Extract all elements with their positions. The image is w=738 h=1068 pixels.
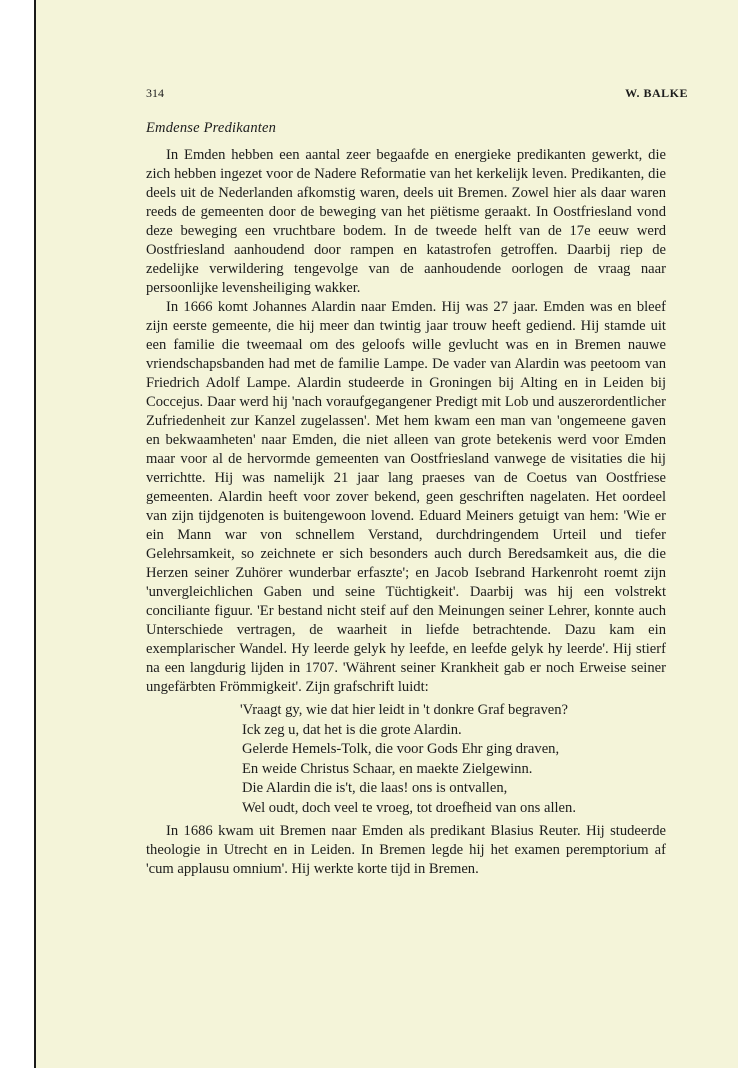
paragraph: In 1686 kwam uit Bremen naar Emden als predikant Blasius Reuter. Hij studeerde theologie in Utrecht en in Leiden. In Bremen legde hij het examen peremptorium af 'cum applausu omnium'. Hij werkte korte tijd in Bremen.: [146, 823, 666, 877]
body-text: [146, 146, 666, 879]
book-page: [34, 0, 738, 1068]
poem-line: Ick zeg u, dat het is die grote Alardin.: [242, 721, 462, 738]
epitaph-poem: [240, 701, 666, 818]
paragraph: In 1666 komt Johannes Alardin naar Emden. Hij was 27 jaar. Emden was en bleef zijn eerste gemeente, die hij meer dan twintig jaar trouw heeft gediend. Hij stamde uit een familie die tweemaal om des geloofs wille gevlucht was en in Bremen nauwe vriendschapsbanden had met de familie Lampe. De vader van Alardin was peetoom van Friedrich Adolf Lampe. Alardin studeerde in Groningen bij Alting en in Leiden bij Coccejus. Daar werd hij 'nach voraufgegangener Predigt mit Lob und auszerordentlicher Zufriedenheit zur Kanzel zugelassen'. Met hem kwam een man van 'ongemeene gaven en bekwaamheten' naar Emden, die niet alleen van grote betekenis werd voor Emden maar voor al de hervormde gemeenten van Oostfriesland vanwege de visitaties die hij verrichtte. Hij was namelijk 21 jaar lang praeses van de Coetus van Oostfriese gemeenten. Alardin heeft voor zover bekend, geen geschriften nagelaten. Het oordeel van zijn tijdgenoten is buitengewoon lovend. Eduard Meiners getuigt van hem: 'Wie er ein Mann war von schnellem Verstand, durchdringendem Urteil und tiefer Gelehrsamkeit, so zeichnete er sich besonders auch durch Beredsamkeit aus, die die Herzen seiner Zuhörer wunderbar erfaszte'; en Jacob Isebrand Harkenroht roemt zijn 'unvergleichlichen Gaben und seine Tüchtigkeit'. Daarbij was hij een volstrekt conciliante figuur. 'Er bestand nicht steif auf den Meinungen seiner Lehrer, konnte auch Unterschiede vertragen, de waarheit in liefde betrachtende. Dazu kam ein exemplarischer Wandel. Hy leerde gelyk hy leefde, en leefde gelyk hy leerde'. Hij stierf na een langdurig lijden in 1707. 'Währent seiner Krankheit gab er noch Erweise seiner ungefärbten Frömmigkeit'. Zijn grafschrift luidt:: [146, 299, 666, 695]
running-head: [146, 86, 688, 102]
poem-line: Wel oudt, doch veel te vroeg, tot droefheid van ons allen.: [242, 799, 576, 816]
poem-line: En weide Christus Schaar, en maekte Zielgewinn.: [242, 760, 533, 777]
poem-line: Gelerde Hemels-Tolk, die voor Gods Ehr ging draven,: [242, 741, 560, 757]
poem-line: Die Alardin die is't, die laas! ons is ontvallen,: [242, 780, 508, 796]
section-title: Emdense Predikanten: [146, 120, 277, 136]
page-number: 314: [146, 86, 164, 100]
running-head-author: W. BALKE: [625, 86, 688, 100]
poem-line: 'Vraagt gy, wie dat hier leidt in 't donkre Graf begraven?: [240, 702, 569, 718]
paragraph: In Emden hebben een aantal zeer begaafde en energieke predikanten gewerkt, die zich hebben ingezet voor de Nadere Reformatie van het kerkelijk leven. Predikanten, die deels uit de Nederlanden afkomstig waren, deels uit Bremen. Zowel hier als daar waren reeds de gemeenten door de beweging van het piëtisme geraakt. In Oostfriesland vond deze beweging een vruchtbare bodem. In de tweede helft van de 17e eeuw werd Oostfriesland aanhoudend door rampen en katastrofen getroffen. Daarbij riep de zedelijke verwildering tengevolge van de aanhoudende oorlogen de vraag naar persoonlijke levensheiliging wakker.: [146, 147, 666, 296]
